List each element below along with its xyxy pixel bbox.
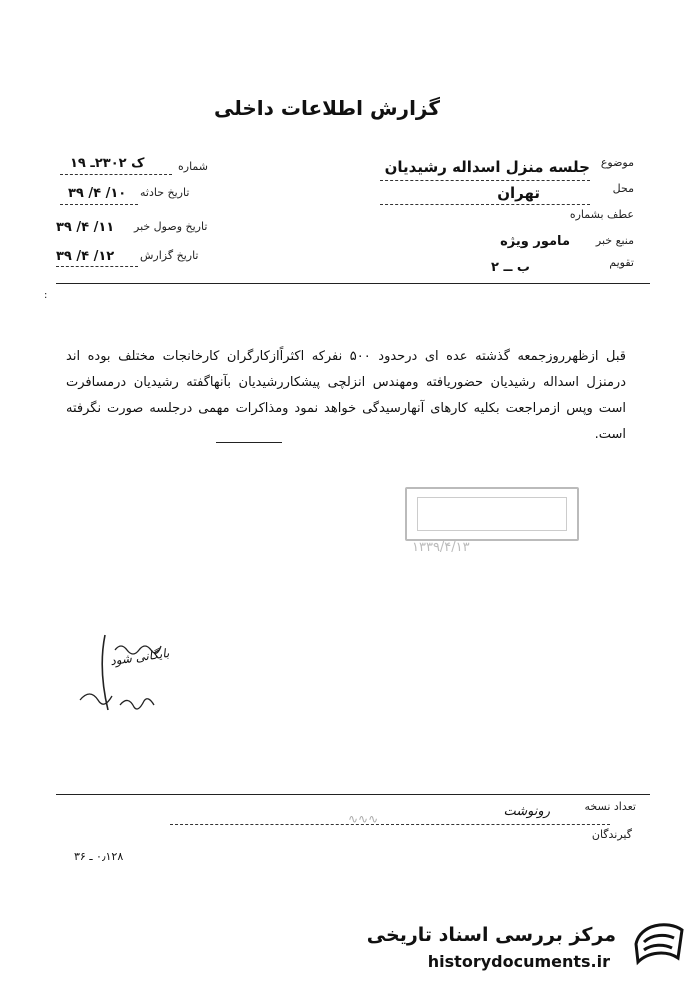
news-date-label: تاریخ وصول خبر: [134, 220, 208, 233]
place-label: محل: [612, 182, 634, 195]
handwritten-signature: [60, 630, 200, 730]
archive-url[interactable]: historydocuments.ir: [427, 952, 610, 971]
rating-value: ب ــ ۲: [491, 260, 530, 275]
place-value: تهران: [497, 184, 540, 202]
incident-date-value: ۱۰/ ۴/ ۳۹: [68, 186, 127, 201]
recipients-label: گیرندگان: [591, 828, 632, 841]
rating-label: تقویم: [609, 256, 634, 269]
number-dotted-line: [60, 174, 172, 175]
archive-note: بایگانی شود: [109, 645, 171, 669]
source-label: منبع خبر: [595, 234, 634, 247]
place-dotted-line: [380, 204, 590, 205]
stamp-inner-frame: [417, 497, 567, 531]
body-end-line: [216, 442, 282, 443]
subject-value: جلسه منزل اسداله رشیدیان: [384, 158, 590, 176]
faint-bleed-mark: ∿∿∿: [348, 812, 379, 826]
header-divider: [56, 283, 650, 284]
subject-label: موضوع: [600, 156, 634, 169]
footer-divider: [56, 794, 650, 795]
archive-logo-icon: [628, 914, 688, 974]
number-label: شماره: [178, 160, 209, 173]
report-date-label: تاریخ گزارش: [140, 249, 199, 262]
source-value: مامور ویژه: [500, 234, 570, 249]
margin-mark: :: [44, 290, 48, 301]
stamp-number: ۱۳۳۹/۴/۱۳: [412, 540, 470, 555]
archive-org-name: مرکز بررسی اسناد تاریخی: [366, 924, 616, 946]
copies-value: رونوشت: [503, 804, 550, 819]
received-stamp: [405, 487, 579, 541]
news-date-value: ۱۱/ ۴/ ۳۹: [56, 220, 115, 235]
incident-date-dotted-line: [60, 204, 138, 205]
report-body: قبل ازظهرروزجمعه گذشته عده ای درحدود ۵۰۰ نفرکه اکثراًازکارگران کارخانجات مختلف بوده اند درمنزل اسداله رشیدیان حضوریافته ومهندس انزلچی پیشکاررشیدیان بآنهاگفته رشیدیان درمسافرت است وپس ازمراجعت بکلیه کارهای آنهارسیدگی خواهد نمود ومذاکرات مهمی درجلسه صورت نگرفته است.: [66, 349, 626, 442]
ref-label: عطف بشماره: [569, 208, 634, 221]
number-value: ک ۲۳۰۲ـ ۱۹: [70, 156, 145, 171]
report-title: گزارش اطلاعات داخلی: [213, 96, 440, 120]
report-date-value: ۱۲/ ۴/ ۳۹: [56, 249, 115, 264]
document-code: ۰٫۱۲۸ ـ ۳۶: [74, 850, 124, 863]
subject-dotted-line: [380, 180, 590, 181]
incident-date-label: تاریخ حادثه: [140, 186, 190, 199]
copies-dotted-line: [170, 824, 610, 825]
copies-label: تعداد نسخه: [584, 800, 636, 813]
report-date-dotted-line: [56, 266, 138, 267]
